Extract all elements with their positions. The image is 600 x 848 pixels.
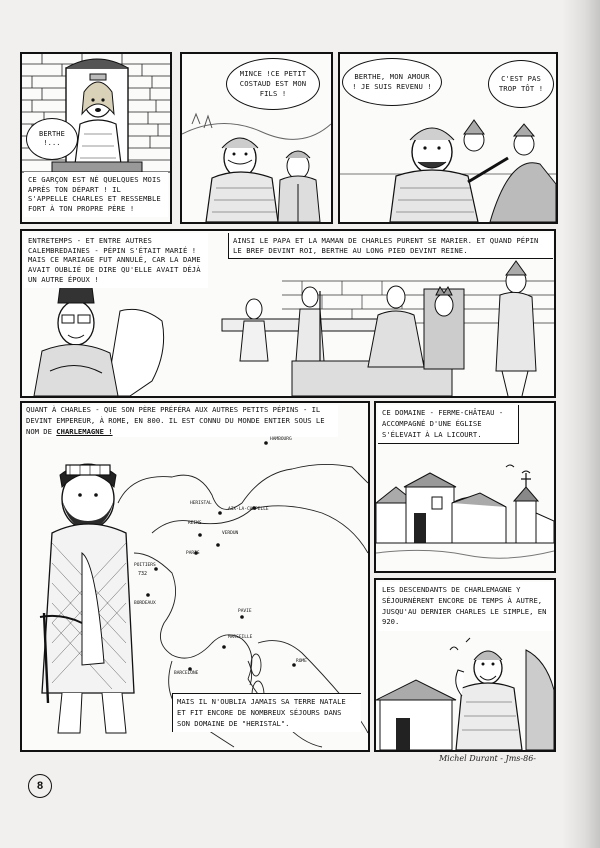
map-label-paris: PARIS — [186, 551, 200, 556]
narration-caption — [26, 405, 338, 437]
panel-1-berthe-window — [20, 52, 172, 224]
panel-2-father-reacts — [180, 52, 333, 224]
narration-caption: ENTRETEMPS - ET ENTRE AUTRES CALEMBREDAINES - PÉPIN S'ÉTAIT MARIÉ ! MAIS CE MARIAGE FUT ANNULÉ, CAR LA DAME AVAIT OUBLIÉ DE DIRE QU'ELLE AVAIT DÉJÀ UN AUTRE ÉPOUX ! — [24, 233, 208, 288]
narration-text: QUANT À CHARLES - QUE SON PÈRE PRÉFÉRA AUX AUTRES PETITS PÉPINS - IL DEVINT EMPEREUR, À ROME, EN 800. IL EST CONNU DU MONDE ENTIER SOUS LE NOM DE — [26, 405, 325, 436]
narration-caption: CE GARÇON EST NÉ QUELQUES MOIS APRÈS TON DÉPART ! IL S'APPELLE CHARLES ET RESSEMBLE FORT À TON PROPRE PÈRE ! — [24, 172, 168, 217]
panel-6-domain — [374, 401, 556, 573]
speech-bubble: MINCE !CE PETIT COSTAUD EST MON FILS ! — [226, 58, 320, 110]
panel-5-charlemagne-map — [20, 401, 370, 752]
map-label-poitiers: POITIERS — [134, 563, 156, 568]
map-label-hambourg: HAMBOURG — [270, 437, 292, 442]
map-label-barcelone: BARCELONE — [174, 671, 199, 676]
panel-3-return — [338, 52, 558, 224]
narration-caption: LES DESCENDANTS DE CHARLEMAGNE Y SÉJOURNÈRENT ENCORE DE TEMPS À AUTRE, JUSQU'AU DERNIER CHARLES LE SIMPLE, EN 920. — [378, 582, 554, 631]
page-number: 8 — [28, 774, 52, 798]
map-label-heristal: HERISTAL — [190, 501, 212, 506]
speech-bubble: BERTHE, MON AMOUR ! JE SUIS REVENU ! — [342, 58, 442, 106]
narration-caption: MAIS IL N'OUBLIA JAMAIS SA TERRE NATALE ET FIT ENCORE DE NOMBREUX SÉJOURS DANS SON DOMAINE DE "HERISTAL". — [172, 693, 361, 732]
narration-caption: AINSI LE PAPA ET LA MAMAN DE CHARLES PURENT SE MARIER. ET QUAND PÉPIN LE BREF DEVINT ROI, BERTHE AU LONG PIED DEVINT REINE. — [228, 233, 553, 259]
narration-caption: CE DOMAINE - FERME-CHÂTEAU - ACCOMPAGNÉ D'UNE ÉGLISE S'ÉLEVAIT À LA LICOURT. — [378, 405, 519, 444]
charlemagne-name: CHARLEMAGNE ! — [56, 426, 113, 436]
map-label-732: 732 — [138, 571, 148, 577]
map-label-rome: ROME — [296, 659, 307, 664]
panel-4-wedding — [20, 229, 556, 398]
map-label-pavie: PAVIE — [238, 609, 252, 614]
speech-bubble: C'EST PAS TROP TÔT ! — [488, 60, 554, 108]
speech-bubble: BERTHE !... — [26, 118, 78, 160]
artist-signature: Michel Durant - Jms-86- — [438, 754, 536, 763]
map-label-bordeaux: BORDEAUX — [134, 601, 156, 606]
panel-7-descendants — [374, 578, 556, 752]
map-label-verdun: VERDUN — [222, 531, 239, 536]
map-label-marseille: MARSEILLE — [228, 635, 253, 640]
page-edge-shadow — [562, 0, 600, 848]
map-label-aix-la-chapelle: AIX-LA-CHAPELLE — [228, 507, 269, 512]
map-label-reims: REIMS — [188, 521, 202, 526]
